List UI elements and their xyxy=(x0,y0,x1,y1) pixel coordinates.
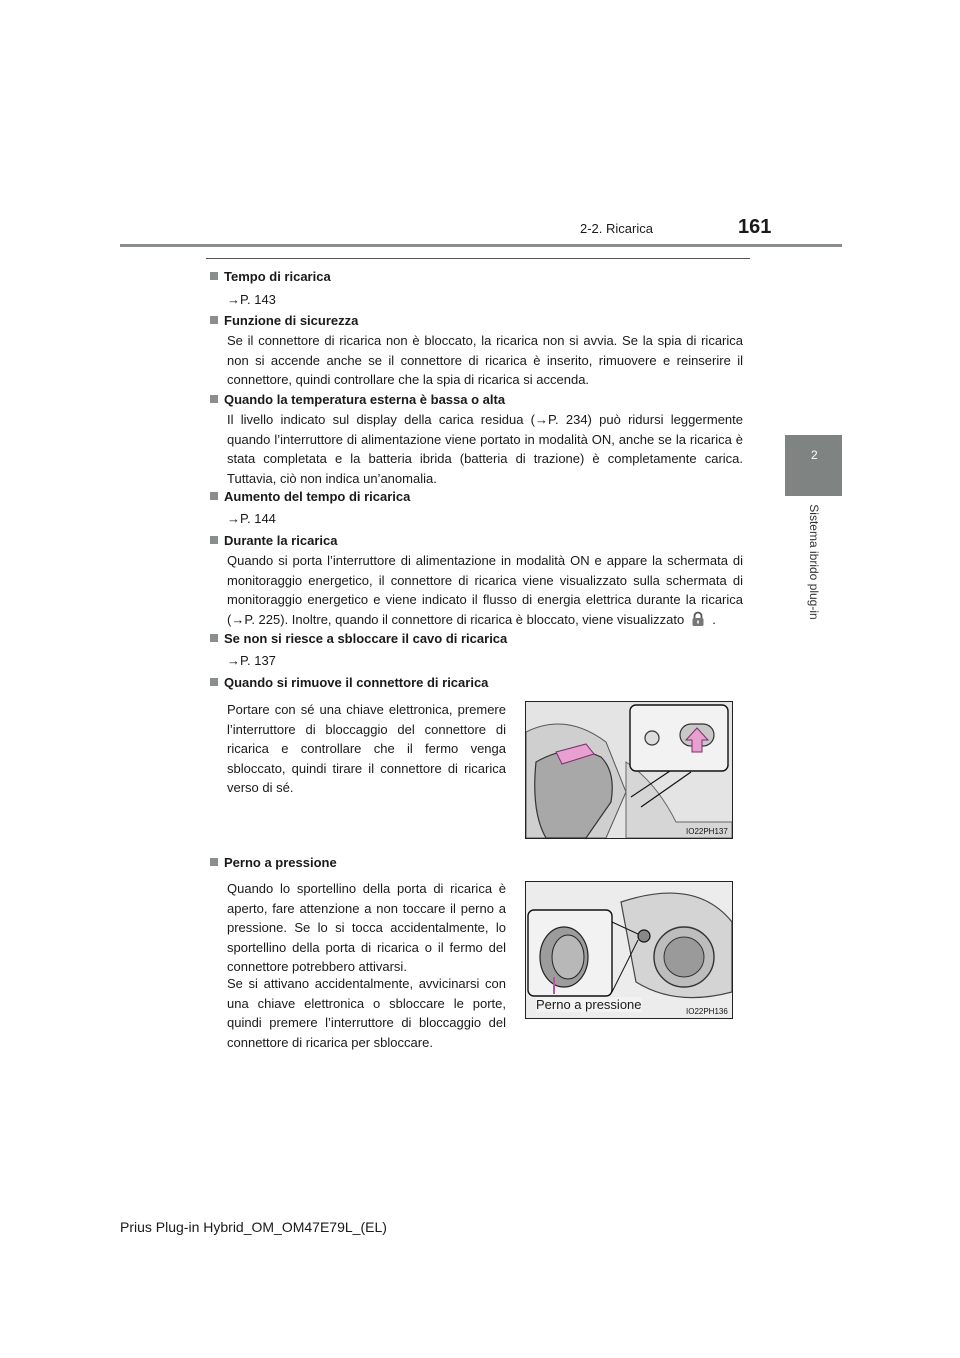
chapter-tab xyxy=(785,435,842,496)
body-temperatura-esterna: Il livello indicato sul display della carica residua (→P. 234) può ridursi leggermente quando l’interruttore di alimentazione viene portato in modalità ON, anche se la ricarica è stata completata e la batteria ibrida (batteria di trazione) è completamente carica. Tuttavia, ciò non indica un’anomalia. xyxy=(227,412,743,486)
figure-connector-release xyxy=(525,701,733,839)
square-bullet-icon xyxy=(210,492,218,500)
figure-code-1: IO22PH137 xyxy=(686,827,728,836)
heading-temperatura-esterna: Quando la temperatura esterna è bassa o alta xyxy=(210,392,505,407)
body-perno-a-pressione-2: Se si attivano accidentalmente, avvicinarsi con una chiave elettronica o sbloccare le porte, quindi premere l’interruttore di bloccaggio del connettore di ricarica per sbloccare. xyxy=(227,976,506,1050)
section-label: 2-2. Ricarica xyxy=(580,221,653,236)
square-bullet-icon xyxy=(210,395,218,403)
body-rimuove-connettore: Portare con sé una chiave elettronica, premere l’interruttore di bloccaggio del connettore di ricarica e controllare che il fermo venga sbloccato, quindi tirare il connettore di ricarica verso di sé. xyxy=(227,702,506,796)
content-top-rule xyxy=(206,258,750,259)
figure-push-pin xyxy=(525,881,733,1019)
square-bullet-icon xyxy=(210,272,218,280)
body-durante-la-ricarica: Quando si porta l’interruttore di alimentazione in modalità ON e appare la schermata di monitoraggio energetico, il connettore di ricarica viene visualizzato sulla schermata di monitoraggio energetico e viene indicato il flusso di energia elettrica durante la ricarica (→P. 225). Inoltre, quando il connettore di ricarica è bloccato, viene visualizzato . xyxy=(227,553,743,627)
square-bullet-icon xyxy=(210,316,218,324)
heading-non-si-sblocca: Se non si riesce a sbloccare il cavo di ricarica xyxy=(210,631,507,646)
heading-durante-la-ricarica: Durante la ricarica xyxy=(210,533,337,548)
chapter-title-vertical xyxy=(756,500,872,624)
square-bullet-icon xyxy=(210,678,218,686)
heading-aumento-tempo: Aumento del tempo di ricarica xyxy=(210,489,410,504)
square-bullet-icon xyxy=(210,634,218,642)
heading-funzione-di-sicurezza: Funzione di sicurezza xyxy=(210,313,358,328)
chapter-title: Sistema ibrido plug-in xyxy=(807,504,821,620)
header-rule xyxy=(120,244,842,247)
heading-rimuove-connettore: Quando si rimuove il connettore di ricarica xyxy=(210,675,488,690)
chapter-number: 2 xyxy=(811,448,818,462)
figure-code-2: IO22PH136 xyxy=(686,1007,728,1016)
square-bullet-icon xyxy=(210,858,218,866)
body-funzione-di-sicurezza: Se il connettore di ricarica non è bloccato, la ricarica non si avvia. Se la spia di ricarica non si accende anche se il connettore di ricarica è inserito, rimuovere e reinserire il connettore, quindi controllare che la spia di ricarica si accenda. xyxy=(227,333,743,388)
footer-model: Prius Plug-in Hybrid_OM_OM47E79L_(EL) xyxy=(120,1219,387,1235)
ref-tempo-di-ricarica: →P. 143 xyxy=(227,292,276,307)
ref-aumento-tempo: →P. 144 xyxy=(227,511,276,526)
page-number: 161 xyxy=(738,216,772,238)
heading-tempo-di-ricarica: Tempo di ricarica xyxy=(210,269,331,284)
lock-icon xyxy=(690,611,706,627)
ref-non-si-sblocca: →P. 137 xyxy=(227,653,276,668)
connector-release-illustration xyxy=(526,702,732,838)
heading-perno-a-pressione: Perno a pressione xyxy=(210,855,337,870)
square-bullet-icon xyxy=(210,536,218,544)
callout-perno-a-pressione: Perno a pressione xyxy=(536,997,642,1012)
body-perno-a-pressione: Quando lo sportellino della porta di ricarica è aperto, fare attenzione a non toccare il perno a pressione. Se lo si tocca accidentalmente, lo sportellino della porta di ricarica o il fermo del connettore potrebbero attivarsi. xyxy=(227,881,506,975)
